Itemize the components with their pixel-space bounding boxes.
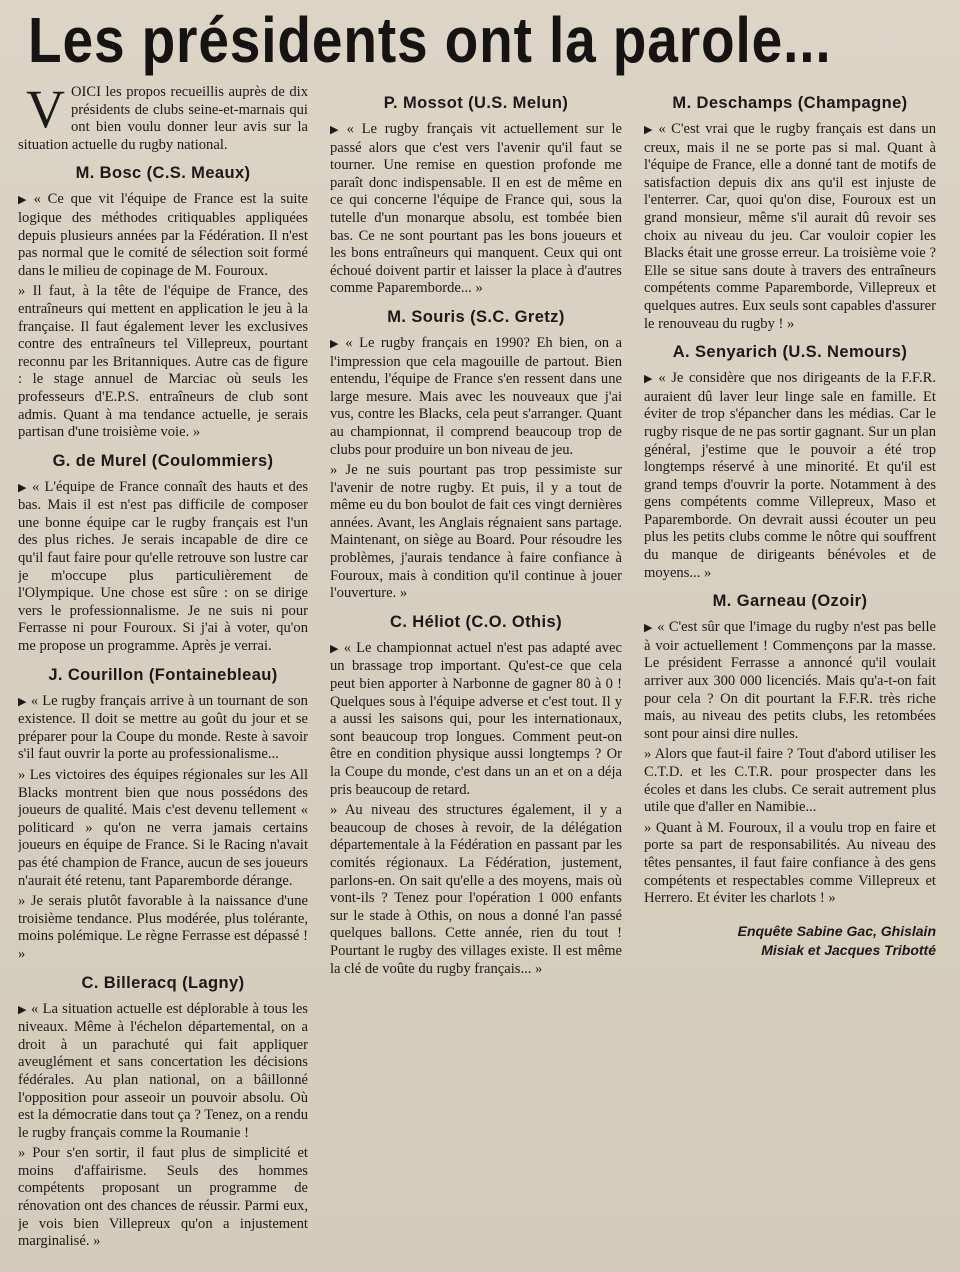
section-paragraph	[644, 370, 936, 582]
section-paragraph: » Quant à M. Fouroux, il a voulu trop en faire et porte sa part de responsabilités. Au niveau des têtes pensantes, il faut faire confiance à des gens compétents et respectables comme Villepreux et Herrero. Et éviter les charlots ! »	[644, 819, 936, 907]
byline-line-1: Enquête Sabine Gac, Ghislain	[737, 922, 936, 939]
section-paragraph: » Alors que faut-il faire ? Tout d'abord utiliser les C.T.D. et les C.T.R. pour prospecter dans les écoles et dans les clubs. Ce serait autrement plus utile que d'aller en Namibie...	[644, 746, 936, 816]
paragraph-text: « Le rugby français en 1990? Eh bien, on a l'impression que cela magouille de partout. Bien entendu, l'équipe de France s'en ressent dans une large mesure. Mais avec les nouveaux que j'ai vus, contre les Blacks, cela peut s'arranger. Quant au championnat, il comprend beaucoup trop de clubs pour produire un bon niveau de jeu.	[330, 334, 622, 458]
section-heading: M. Bosc (C.S. Meaux)	[75, 164, 251, 183]
intro-paragraph	[18, 84, 308, 154]
section-paragraph: » Les victoires des équipes régionales sur les All Blacks montrent bien que nous possédons des joueurs de qualité. Mais c'est devenu tellement « politicard » qu'on ne verra jamais certains joueurs en équipe de France. Si le Racing n'avait pas été champion de France, aucun de ses joueurs n'aurait été retenu, tant Paparemborde dérange.	[18, 767, 308, 889]
section-paragraph	[644, 121, 936, 333]
section-paragraph	[18, 191, 308, 280]
section-paragraph	[330, 335, 622, 459]
section-senyarich	[644, 342, 936, 582]
section-courillon	[18, 665, 308, 964]
column-3	[644, 84, 936, 1264]
section-paragraph	[330, 121, 622, 298]
byline-line-2: Misiak et Jacques Tribotté	[761, 941, 936, 958]
paragraph-text: « Le rugby français vit actuellement sur le passé alors que c'est vers l'avenir qu'il faut se tourner. Une remise en question profonde me paraît donc indispensable. Il en est de même en ce qui concerne l'équipe de France qui, sous la tutelle d'un monarque absolu, est tombée bien bas. Ce ne sont pourtant pas les bons joueurs et les bons entraîneurs qui manquent. Ceux qui ont échoué doivent partir et laisser la place à d'autres comme Paparemborde... »	[330, 121, 622, 297]
arrow-icon: ▶	[330, 642, 340, 655]
section-bosc	[18, 163, 308, 441]
section-paragraph	[18, 1001, 308, 1143]
paragraph-text: « L'équipe de France connaît des hauts et des bas. Mais il est n'est pas difficile de composer une bonne équipe car le rugby français est l'un des plus riches. Je serais incapable de dire ce qu'il faut faire pour qu'elle retrouve son lustre car je m'occupe plus particulièrement de l'Olympique. Une chose est sûre : on se dirige vers le professionnalisme. Je ne suis ni pour Ferrasse ni pour Fouroux. Si j'ai à voter, qu'on me propose un programme. Après je verrai.	[18, 478, 308, 655]
section-paragraph: » Pour s'en sortir, il faut plus de simplicité et moins d'affairisme. Seuls des hommes compétents proposant un programme de rénovation ont des chances de réussir. Parmi eux, je vois bien Villepreux qu'on a injustement marginalisé. »	[18, 1145, 308, 1250]
paragraph-text: « Ce que vit l'équipe de France est la suite logique des méthodes critiquables appliquées depuis plusieurs années par la Fédération. Il n'est pas normal que le comité de sélection soit formé dans le milieu de copinage de M. Fouroux.	[18, 191, 308, 279]
section-heading: J. Courillon (Fontainebleau)	[48, 665, 278, 684]
column-2	[330, 84, 622, 1264]
section-heading: M. Deschamps (Champagne)	[672, 94, 908, 112]
column-1	[18, 84, 308, 1264]
intro-dropcap: V	[26, 84, 65, 139]
section-paragraph: » Je serais plutôt favorable à la naissance d'une troisième tendance. Plus modérée, plus tolérante, moins polémique. Le règne Ferrasse est dépassé ! »	[18, 893, 308, 962]
arrow-icon: ▶	[330, 337, 342, 350]
section-heading: G. de Murel (Coulommiers)	[52, 451, 274, 470]
section-heading: C. Héliot (C.O. Othis)	[390, 612, 562, 631]
byline	[644, 922, 936, 960]
paragraph-text: « C'est sûr que l'image du rugby n'est pas belle à voir actuellement ! Commençons par la masse. Le président Ferrasse a annoncé qu'il voulait arriver aux 300 000 licenciés. Mais qu'a-t-on fait pour cela ? On dit pourtant la F.F.R. très riche mais, au niveau des petits clubs, les retombées sont pour ainsi dire nulles.	[644, 619, 936, 742]
section-de-murel	[18, 451, 308, 656]
arrow-icon: ▶	[18, 194, 30, 207]
section-mossot	[330, 93, 622, 298]
section-heading: M. Souris (S.C. Gretz)	[387, 307, 565, 326]
paragraph-text: « Le championnat actuel n'est pas adapté avec un brassage trop important. Qu'est-ce que cela peut bien apporter à Narbonne de gagner 80 à 0 ! Quelques sous à l'équipe adverse et c'est tout. Il y a aussi les saisons qui, pour les internationaux, sont beaucoup trop longues. Comment peut-on être en condition physique aussi longtemps ? Or la Coupe du monde, c'est dans un an et on a déja pris beaucoup de retard.	[330, 639, 622, 798]
paragraph-text: « Le rugby français arrive à un tournant de son existence. Il doit se mettre au goût du jour et se préparer pour la Coupe du monde. Reste à savoir s'il faut ouvrir la porte au professionalisme...	[18, 692, 308, 763]
section-heading: P. Mossot (U.S. Melun)	[383, 94, 569, 112]
section-paragraph: » Je ne suis pourtant pas trop pessimiste sur l'avenir de notre rugby. Et puis, il y a tout de même eu du bon boulot de fait ces vingt dernières années. Avant, les Anglais régnaient sans partage. Maintenant, on siège au Board. Pour résoudre les problèmes, j'aurais tendance à faire confiance à Fouroux, mais à condition qu'il continue à jouer l'ouverture. »	[330, 462, 622, 602]
paragraph-text: « Je considère que nos dirigeants de la F.F.R. auraient dû laver leur linge sale en famille. Et éviter de trop s'épancher dans les médias. Car le rugby risque de ne pas sortir gagnant. Sur un plan général, j'estime que le pouvoir a été trop longtemps réservé à une minorité. Et qu'il est grand temps d'ouvrir la porte. Notamment à des gens compétents comme Villepreux, Maso et Paparemborde. On devrait aussi écouter un peu plus les petits clubs comme le nôtre qui souffrent du manque de dirigeants bénévoles et de moyens... »	[644, 370, 936, 581]
section-paragraph	[18, 479, 308, 656]
section-paragraph	[644, 619, 936, 743]
arrow-icon: ▶	[18, 1003, 28, 1016]
arrow-icon: ▶	[330, 124, 343, 136]
section-heading: A. Senyarich (U.S. Nemours)	[672, 343, 908, 362]
paragraph-text: « La situation actuelle est déplorable à tous les niveaux. Même à l'échelon départemental, on a droit à un parachuté qui fait appliquer aveuglément et sans concertation les décisions fédérales. Au plan national, on a bâillonné l'opposition pour asseoir un pouvoir absolu. Où est la démocratie dans tout ça ? Tenez, on a rendu le rugby français comme la Roumanie !	[18, 1000, 308, 1141]
section-paragraph: » Il faut, à la tête de l'équipe de France, des entraîneurs qui mettent en application le jeu à la française. Il faut également lever les exclusives contre des entraîneurs tel Villepreux, pourtant reconnu par les Britanniques. Autre cas de figure : le stage annuel de Marciac où seuls les professeurs d'E.P.S. entraîneurs de club sont admis. Quant à ma tendance actuelle, je serais partisan d'une troisième voie. »	[18, 283, 308, 441]
section-paragraph	[330, 640, 622, 799]
section-paragraph	[18, 693, 308, 764]
section-garneau	[644, 591, 936, 908]
section-souris	[330, 307, 622, 603]
section-billeracq	[18, 973, 308, 1251]
arrow-icon: ▶	[644, 373, 655, 386]
section-heading: C. Billeracq (Lagny)	[81, 973, 245, 992]
arrow-icon: ▶	[18, 481, 29, 494]
section-deschamps	[644, 93, 936, 333]
arrow-icon: ▶	[18, 695, 27, 708]
arrow-icon: ▶	[644, 124, 655, 136]
arrow-icon: ▶	[644, 622, 654, 635]
intro-text: OICI les propos recueillis auprès de dix présidents de clubs seine-et-marnais qui ont bien voulu donner leur avis sur la situation actuelle du rugby national.	[18, 84, 308, 153]
paragraph-text: « C'est vrai que le rugby français est dans un creux, mais il ne se porte pas si mal. Quant à l'équipe de France, elle a donné tant de motifs de satisfaction depuis dix ans qu'il est injuste de l'enterrer. Car, quoi qu'on dise, Fouroux est un grand monsieur, même s'il aurait dû revoir ses choix au niveau du jeu. Car vouloir copier les Blacks était une grosse erreur. La troisième voie ? Elle se situe sans doute à travers des entraîneurs compétents comme Paparemborde, Villepreux et quelques autres. Eux seuls sont capables d'assurer le renouveau du rugby ! »	[644, 121, 936, 332]
headline: Les présidents ont la parole...	[28, 4, 832, 76]
section-heading: M. Garneau (Ozoir)	[712, 592, 868, 611]
section-paragraph: » Au niveau des structures également, il y a beaucoup de choses à revoir, de la délégation départementale à la Fédération en passant par les comités régionaux. La Fédération, justement, parlons-en. On sait qu'elle a des moyens, mais où vont-ils ? Tenez pour l'opération 1 000 enfants sur le stade à Othis, on nous a donné l'an passé quelques ballons. Cette année, rien du tout ! Pourtant le rugby des villages existe. Il est même la clé de voûte du rugby français... »	[330, 802, 622, 977]
section-heliot	[330, 612, 622, 978]
